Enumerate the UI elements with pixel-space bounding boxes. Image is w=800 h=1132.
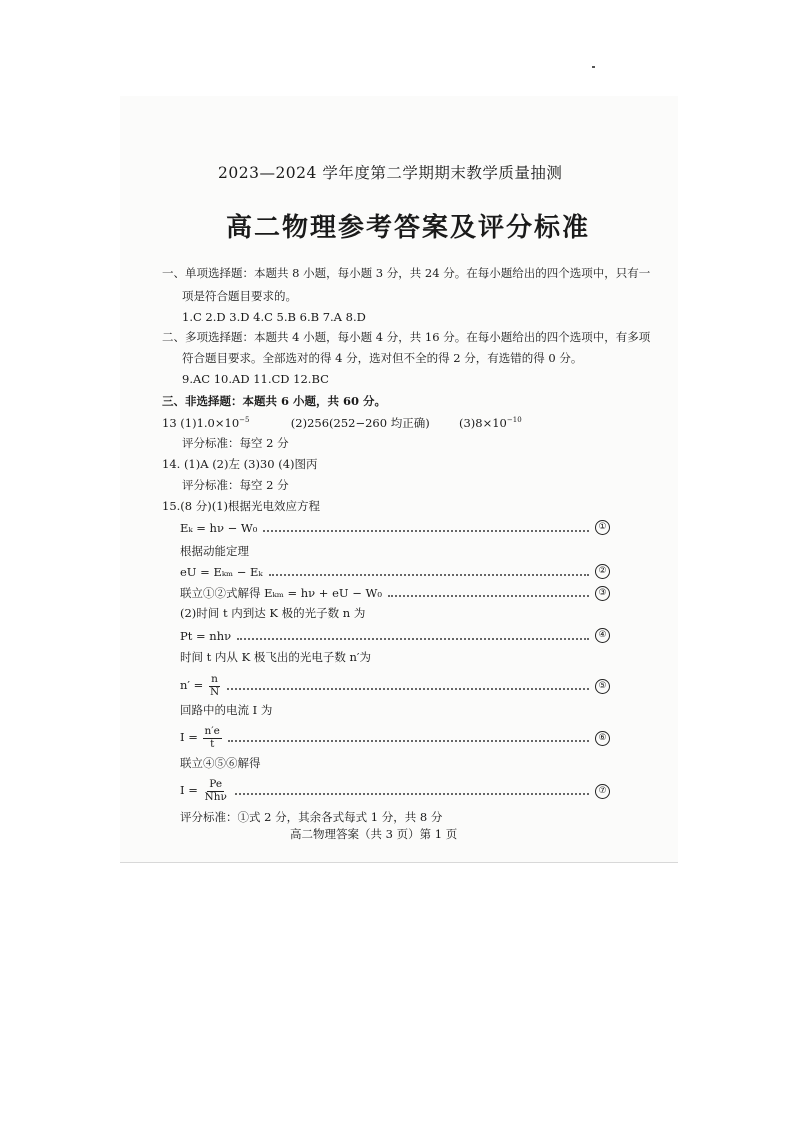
fraction	[208, 674, 221, 698]
equation-marker-6: ⑥	[595, 731, 610, 746]
denominator: Nhν	[204, 790, 227, 803]
electron-count-text: 时间 t 内从 K 极飞出的光电子数 n′为	[180, 650, 372, 664]
non-choice-header: 三、非选择题：本题共 6 小题，共 60 分。	[162, 394, 387, 408]
numerator: n	[211, 673, 218, 685]
equation-row-3	[180, 585, 610, 601]
q15-intro: 15.(8 分)(1)根据光电效应方程	[162, 499, 321, 513]
dot-leader	[227, 688, 589, 690]
equation-2: eU = Eₖₘ − Eₖ	[180, 564, 263, 579]
q13-answers	[162, 417, 522, 429]
q13-part2: (2)256(252−260 均正确)	[290, 415, 430, 430]
denominator: t	[210, 737, 215, 750]
equation-7	[180, 779, 229, 803]
equation-marker-1: ①	[595, 520, 610, 535]
page-title: 高二物理参考答案及评分标准	[226, 213, 591, 243]
page-footer: 高二物理答案（共 3 页）第 1 页	[290, 827, 458, 841]
equation-6-lhs: I =	[180, 730, 198, 745]
equation-5	[180, 674, 221, 698]
equation-4: Pt = nhν	[180, 628, 232, 643]
equation-5-lhs: n′ =	[180, 678, 204, 693]
q13-part3: (3)8×10	[459, 415, 507, 430]
dot-leader	[237, 638, 589, 640]
q15-scoring: 评分标准：①式 2 分，其余各式每式 1 分，共 8 分	[180, 810, 443, 824]
single-choice-answers: 1.C 2.D 3.D 4.C 5.B 6.B 7.A 8.D	[182, 310, 366, 324]
dot-leader	[263, 530, 589, 532]
single-choice-header-cont: 项是符合题目要求的。	[182, 289, 297, 303]
multi-choice-header-cont: 符合题目要求。全部选对的得 4 分，选对但不全的得 2 分，有选错的得 0 分。	[182, 351, 583, 365]
equation-marker-3: ③	[595, 586, 610, 601]
equation-row-2	[180, 564, 610, 579]
denominator: N	[209, 685, 220, 698]
current-text: 回路中的电流 I 为	[180, 703, 273, 717]
equation-7-lhs: I =	[180, 783, 198, 798]
q13-part1-exponent: −5	[239, 416, 250, 424]
multi-choice-answers: 9.AC 10.AD 11.CD 12.BC	[182, 372, 329, 386]
equation-marker-4: ④	[595, 628, 610, 643]
equation-1: Eₖ = hν − W₀	[180, 520, 258, 535]
equation-marker-2: ②	[595, 564, 610, 579]
q15-part2-text: (2)时间 t 内到达 K 极的光子数 n 为	[180, 606, 366, 620]
equation-3: 联立①②式解得 Eₖₘ = hν + eU − W₀	[180, 586, 382, 600]
equation-marker-7: ⑦	[595, 784, 610, 799]
single-choice-header: 一、单项选择题：本题共 8 小题，每小题 3 分，共 24 分。在每小题给出的四个选项中，只有一	[162, 266, 651, 280]
dot-leader	[228, 740, 589, 742]
equation-6	[180, 726, 222, 750]
equation-row-1	[180, 520, 610, 535]
equation-row-7	[180, 779, 610, 803]
q13-part1: 13 (1)1.0×10	[162, 415, 240, 430]
exam-title: 2023—2024 学年度第二学期期末教学质量抽测	[218, 164, 563, 182]
q13-part3-exponent: −10	[506, 416, 522, 424]
solve-text: 联立④⑤⑥解得	[180, 756, 261, 770]
numerator: n′e	[204, 725, 220, 737]
fraction	[203, 779, 229, 803]
numerator: Pe	[209, 778, 223, 790]
dot-leader	[235, 793, 589, 795]
scan-speck	[592, 66, 595, 68]
equation-marker-5: ⑤	[595, 679, 610, 694]
kinetic-theorem-text: 根据动能定理	[180, 544, 249, 558]
multi-choice-header: 二、多项选择题：本题共 4 小题，每小题 4 分，共 16 分。在每小题给出的四个选项中，有多项	[162, 330, 651, 344]
dot-leader	[269, 574, 589, 576]
q13-scoring: 评分标准：每空 2 分	[182, 436, 289, 450]
equation-row-5	[180, 674, 610, 698]
equation-row-4	[180, 628, 610, 643]
q14-scoring: 评分标准：每空 2 分	[182, 478, 289, 492]
dot-leader	[388, 595, 589, 597]
equation-row-6	[180, 726, 610, 750]
q14-answers: 14. (1)A (2)左 (3)30 (4)图丙	[162, 457, 318, 471]
fraction	[203, 726, 222, 750]
